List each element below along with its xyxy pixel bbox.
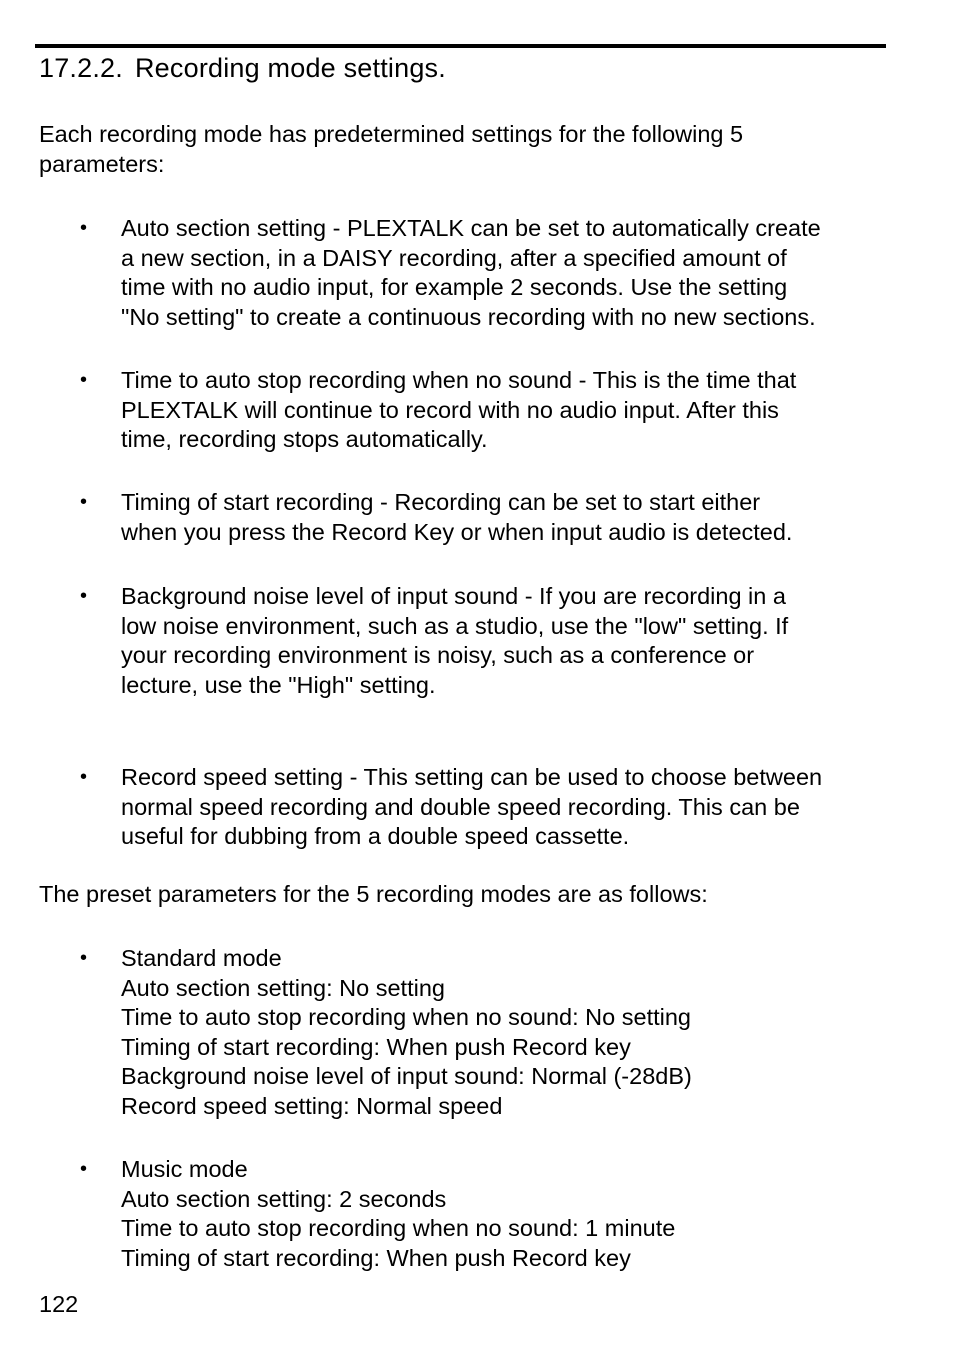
section-heading: [39, 51, 446, 85]
mode-item-music: [121, 1155, 675, 1273]
mode-setting-line: Auto section setting: No setting: [121, 974, 445, 1001]
parameter-item-auto-stop: [121, 366, 796, 455]
bullet-icon: •: [80, 369, 88, 391]
bullet-icon: •: [80, 947, 88, 969]
parameter-line: when you press the Record Key or when input audio is detected.: [121, 518, 793, 545]
parameter-line: time with no audio input, for example 2 seconds. Use the setting: [121, 274, 788, 300]
mode-item-standard: [121, 944, 692, 1121]
parameter-line: Timing of start recording - Recording can be set to start either: [121, 489, 761, 515]
parameter-line: useful for dubbing from a double speed cassette.: [121, 823, 630, 849]
parameter-line: Record speed setting - This setting can be used to choose between: [121, 764, 823, 790]
parameter-line: low noise environment, such as a studio, use the "low" setting. If: [121, 612, 789, 639]
parameter-item-start-timing: [121, 488, 792, 547]
parameter-line: PLEXTALK will continue to record with no audio input. After this: [121, 396, 779, 423]
mode-setting-line: Timing of start recording: When push Record key: [121, 1244, 631, 1271]
mode-setting-line: Record speed setting: Normal speed: [121, 1092, 503, 1119]
page-number: 122: [39, 1291, 79, 1317]
intro-paragraph: [39, 120, 743, 179]
intro-line: Each recording mode has predetermined settings for the following 5: [39, 121, 744, 147]
mode-name: Standard mode: [121, 945, 282, 971]
heading-rule: [35, 44, 886, 48]
mode-setting-line: Timing of start recording: When push Record key: [121, 1033, 631, 1060]
parameter-line: normal speed recording and double speed recording. This can be: [121, 793, 800, 820]
parameter-line: Background noise level of input sound - If you are recording in a: [121, 583, 786, 609]
bullet-icon: •: [80, 217, 88, 239]
bullet-icon: •: [80, 766, 88, 788]
mode-setting-line: Auto section setting: 2 seconds: [121, 1185, 447, 1212]
mode-setting-line: Time to auto stop recording when no sound: 1 minute: [121, 1215, 676, 1241]
parameter-line: a new section, in a DAISY recording, after a specified amount of: [121, 244, 787, 271]
section-title: Recording mode settings.: [134, 53, 446, 83]
mode-name: Music mode: [121, 1156, 248, 1182]
mode-setting-line: Background noise level of input sound: Normal (-28dB): [121, 1063, 692, 1089]
intro-line: parameters:: [39, 150, 165, 177]
parameter-item-auto-section: [121, 214, 821, 332]
parameter-line: lecture, use the "High" setting.: [121, 671, 436, 698]
parameter-line: Auto section setting - PLEXTALK can be set to automatically create: [121, 215, 821, 241]
presets-intro: The preset parameters for the 5 recording modes are as follows:: [39, 881, 708, 907]
section-number: 17.2.2.: [39, 53, 123, 83]
parameter-line: Time to auto stop recording when no sound - This is the time that: [121, 367, 797, 393]
bullet-icon: •: [80, 491, 88, 513]
parameter-item-record-speed: [121, 763, 822, 852]
parameter-item-noise-level: [121, 582, 788, 700]
parameter-line: time, recording stops automatically.: [121, 426, 488, 452]
parameter-line: your recording environment is noisy, such as a conference or: [121, 642, 755, 668]
bullet-icon: •: [80, 585, 88, 607]
parameter-line: "No setting" to create a continuous recording with no new sections.: [121, 303, 816, 330]
bullet-icon: •: [80, 1158, 88, 1180]
mode-setting-line: Time to auto stop recording when no sound: No setting: [121, 1004, 691, 1030]
